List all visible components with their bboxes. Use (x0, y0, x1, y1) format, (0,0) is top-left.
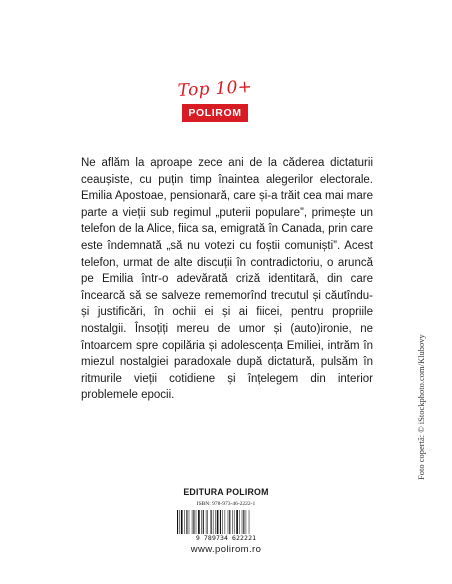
isbn-label: ISBN: 978-973-46-2222-1 (196, 501, 256, 507)
publisher-website: www.polirom.ro (190, 544, 262, 555)
barcode-icon (176, 510, 276, 534)
blurb-paragraph: Ne aflăm la aproape zece ani de la căderea dictaturii ceaușiste, cu puțin timp înaintea alegerilor electorale. Emilia Apostoae, pensionară, care și-a trăit cea mai mare parte a vieții sub regimul „puterii populare”, primește un telefon de la Alice, fiica sa, emigrată în Canada, prin care este îndemnată „să nu votezi cu foștii comuniști”. Acest telefon, urmat de alte discuții în contradictoriu, o aruncă pe Emilia într-o adevărată criză identitară, din care încearcă să se salveze rememorînd trecutul și căutîndu-și justificări, în ochii ei și ai fiicei, pentru propriile nostalgii. Însoțiți mereu de umor și (auto)ironie, ne întoarcem spre copilăria și adolescența Emiliei, intrăm în miezul nostalgiei paradoxale după dictatură, pulsăm în ritmurile vieții cotidiene și înțelegem din interior problemele epocii. (81, 157, 373, 402)
book-blurb (81, 155, 373, 404)
series-name: Top 10+ (177, 77, 253, 101)
publisher-badge: POLIROM (182, 104, 247, 122)
photo-credit: Foto copertă: © iStockphoto.com/Klubovy (416, 334, 426, 480)
publisher-name: EDITURA POLIROM (183, 487, 269, 497)
series-logo (170, 78, 260, 122)
barcode-number: 9 789734 622221 (195, 534, 257, 542)
